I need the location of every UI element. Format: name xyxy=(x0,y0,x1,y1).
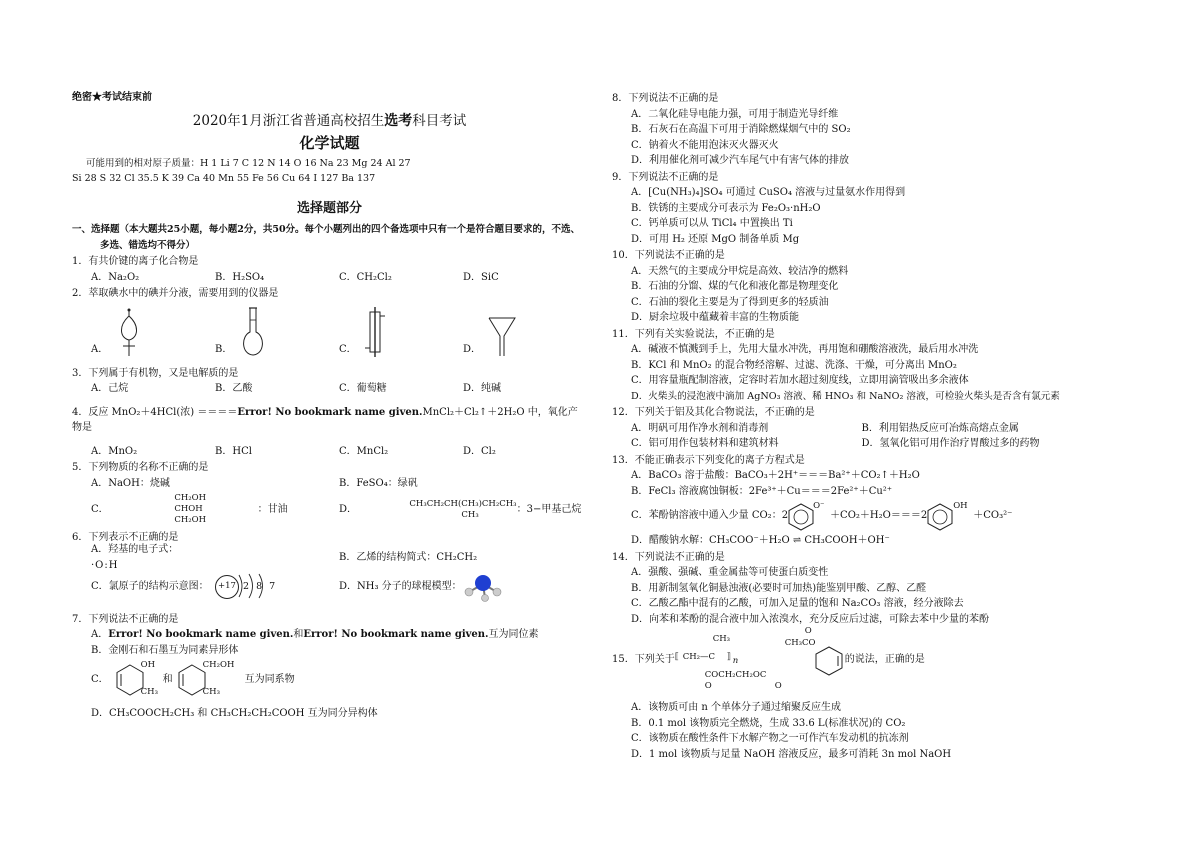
question-stem: 5．下列物质的名称不正确的是 xyxy=(72,462,209,473)
option-d: D．CH₃COOCH₂CH₃ 和 CH₃CH₂CH₂COOH 互为同分异构体 xyxy=(91,708,378,719)
phenoxide-structure: O⁻ xyxy=(788,501,830,531)
option-b: B．乙酸 xyxy=(215,383,253,394)
option-d: D．氢氧化铝可用作治疗胃酸过多的药物 xyxy=(861,438,1040,449)
option-c: C．钙单质可以从 TiCl₄ 中置换出 Ti xyxy=(631,218,793,229)
option-a: A．该物质可由 n 个单体分子通过缩聚反应生成 xyxy=(631,702,842,713)
electron-shells-icon xyxy=(235,572,271,600)
question-stem: 1．有共价键的离子化合物是 xyxy=(72,256,199,267)
options-ab xyxy=(612,421,1092,437)
option-d: D．厨余垃圾中蕴藏着丰富的生物质能 xyxy=(631,312,800,323)
glycerol-structure: CH₂OH CHOH CH₂OH xyxy=(174,493,207,525)
option-c: C．钠着火不能用泡沫灭火器灭火 xyxy=(631,139,779,151)
left-column xyxy=(72,90,587,722)
benzene-ring-icon xyxy=(788,503,814,531)
option-b: B． xyxy=(215,306,339,358)
option-d: D．醋酸钠水解：CH₃COO⁻＋H₂O ⇌ CH₃COOH＋OH⁻ xyxy=(631,535,890,546)
ball-and-stick-model-icon xyxy=(463,572,503,602)
option-d: D．利用催化剂可减少汽车尾气中有害气体的排放 xyxy=(631,155,850,166)
option-a: A．羟基的电子式： ·O:H xyxy=(91,544,179,571)
hexane-structure: CH₃CH₂CH(CH₃)CH₂CH₃ CH₃ xyxy=(409,498,517,520)
options-cd xyxy=(612,436,1092,452)
options-cd xyxy=(72,570,587,604)
question-stem: 12．下列关于铝及其化合物说法，不正确的是 xyxy=(612,407,815,418)
question-stem: 6．下列表示不正确的是 xyxy=(72,532,179,543)
option-d: D．Cl₂ xyxy=(463,445,496,457)
question-1 xyxy=(72,254,587,285)
option-a: A．[Cu(NH₃)₄]SO₄ 可通过 CuSO₄ 溶液与过量氨水作用得到 xyxy=(631,187,906,198)
option-c: C．该物质在酸性条件下水解产物之一可作汽车发动机的抗冻剂 xyxy=(631,733,909,744)
option-a: A． xyxy=(91,308,215,358)
question-stem: 2．萃取碘水中的碘并分液，需要用到的仪器是 xyxy=(72,288,279,299)
polymer-structure: CH₃ ⟦ CH₂—C ⟧ n COCH₂CH₂OC O O O CH₃CO xyxy=(675,628,845,692)
question-stem: 3．下列属于有机物，又是电解质的是 xyxy=(72,367,239,379)
option-b: B．0.1 mol 该物质完全燃烧，生成 33.6 L(标准状况)的 CO₂ xyxy=(631,717,906,729)
question-10 xyxy=(612,248,1092,326)
question-stem: 9．下列说法不正确的是 xyxy=(612,171,719,183)
question-stem: 7．下列说法不正确的是 xyxy=(72,613,179,625)
option-c: C． xyxy=(339,306,463,358)
option-c: C． OH CH₃ 和 CH₂OH CH₃ 互为同系物 xyxy=(72,658,587,702)
option-b: B．铁锈的主要成分可表示为 Fe₂O₃·nH₂O xyxy=(631,202,821,214)
options xyxy=(72,444,587,460)
option-d: D．SiC xyxy=(463,271,499,283)
subject-title: 化学试题 xyxy=(299,134,360,152)
apparatus-options xyxy=(72,302,587,358)
option-c: C．氯原子的结构示意图： +17 2 8 7 xyxy=(91,575,339,599)
section-instructions: 一、选择题（本大题共25小题，每小题2分，共50分。每个小题列出的四个备选项中只有一个是符合题目要求的，不选、多选、错选均不得分） xyxy=(72,224,581,251)
options-ab xyxy=(72,546,587,570)
option-b: B．KCl 和 MnO₂ 的混合物经溶解、过滤、洗涤、干燥，可分离出 MnO₂ xyxy=(631,359,957,371)
option-a: A．己烷 xyxy=(91,383,129,394)
option-b: B．石油的分馏、煤的气化和液化都是物理变化 xyxy=(631,281,839,292)
question-14 xyxy=(612,550,1092,628)
question-8 xyxy=(612,91,1092,169)
right-column xyxy=(612,90,1092,762)
option-a: A．MnO₂ xyxy=(91,445,138,457)
methylbenzyl-alcohol-structure: CH₂OH CH₃ xyxy=(177,660,239,700)
option-c: C． CH₂OH CHOH CH₂OH ：甘油 xyxy=(91,493,288,525)
exam-title: 2020年1月浙江省普通高校招生选考科目考试 xyxy=(192,112,467,129)
option-a: A．NaOH：烧碱 xyxy=(91,477,170,489)
option-b: B．HCl xyxy=(215,445,252,457)
atomic-masses-line-2: Si 28 S 32 Cl 35.5 K 39 Ca 40 Mn 55 Fe 56 Cu 64 I 127 Ba 137 xyxy=(72,173,376,184)
options-ab xyxy=(72,476,587,492)
question-stem: 8．下列说法不正确的是 xyxy=(612,93,719,104)
option-a: A．BaCO₃ 溶于盐酸：BaCO₃＋2H⁺＝＝＝Ba²⁺＋CO₂↑＋H₂O xyxy=(631,470,920,481)
question-13 xyxy=(612,453,1092,549)
question-stem: 4．反应 MnO₂＋4HCl(浓) ＝＝＝＝Error! No bookmark name given.MnCl₂＋Cl₂↑＋2H₂O 中，氧化产物是 xyxy=(72,406,578,433)
option-d: D．NH₃ 分子的球棍模型： xyxy=(339,572,587,602)
question-5 xyxy=(72,460,587,526)
option-d: D．火柴头的浸泡液中滴加 AgNO₃ 溶液、稀 HNO₃ 和 NaNO₂ 溶液，可检验火柴头是否含有氯元素 xyxy=(631,390,1060,402)
option-c: C．MnCl₂ xyxy=(339,445,389,457)
option-a: A．天然气的主要成分甲烷是高效、较洁净的燃料 xyxy=(631,265,849,277)
question-7 xyxy=(72,612,587,722)
option-c: C．CH₂Cl₂ xyxy=(339,271,392,283)
option-c: C．乙酸乙酯中混有的乙酸，可加入足量的饱和 Na₂CO₃ 溶液，经分液除去 xyxy=(631,598,964,609)
question-15 xyxy=(612,628,1092,762)
option-c: C．苯酚钠溶液中通入少量 CO₂：2 O⁻ ＋CO₂＋H₂O＝＝＝2 OH ＋CO₃²⁻ xyxy=(612,499,1092,533)
question-stem: 14．下列说法不正确的是 xyxy=(612,551,725,563)
option-a: A．Na₂O₂ xyxy=(91,271,140,283)
option-d: D． xyxy=(463,314,587,358)
question-12 xyxy=(612,405,1092,452)
benzene-ring-icon xyxy=(815,646,843,676)
option-d: D． CH₃CH₂CH(CH₃)CH₂CH₃ CH₃ ：3−甲基己烷 xyxy=(339,498,582,520)
option-b: B．FeCl₃ 溶液腐蚀铜板：2Fe³⁺＋Cu＝＝＝2Fe²⁺＋Cu²⁺ xyxy=(631,485,893,497)
volumetric-flask-icon xyxy=(238,306,268,358)
option-a: A．强酸、强碱、重金属盐等可使蛋白质变性 xyxy=(631,567,829,578)
phenol-structure: OH xyxy=(927,501,973,531)
question-6 xyxy=(72,530,587,604)
option-a: A．Error! No bookmark name given.和Error! No bookmark name given.互为同位素 xyxy=(91,629,539,640)
option-a: A．二氧化硅导电能力强，可用于制造光导纤维 xyxy=(631,108,839,120)
option-b: B．乙烯的结构简式：CH₂CH₂ xyxy=(339,551,478,563)
option-c: C．葡萄糖 xyxy=(339,383,387,394)
secret-mark: 绝密★考试结束前 xyxy=(72,92,152,103)
o-cresol-structure: OH CH₃ xyxy=(115,660,159,700)
option-b: B．FeSO₄：绿矾 xyxy=(339,477,418,489)
option-d: D．纯碱 xyxy=(463,383,502,394)
benzene-ring-icon xyxy=(927,503,953,531)
funnel-icon xyxy=(487,314,517,358)
option-a: A．碱液不慎溅到手上，先用大量水冲洗，再用饱和硼酸溶液洗，最后用水冲洗 xyxy=(631,344,979,355)
separatory-funnel-icon xyxy=(114,308,144,358)
question-4 xyxy=(72,405,587,460)
condenser-icon xyxy=(363,306,387,358)
options-cd xyxy=(72,493,587,526)
question-stem: 15．下列关于 CH₃ ⟦ CH₂—C ⟧ n COCH₂CH₂OC O O O CH₃CO 的说法，正确的是 xyxy=(612,626,925,691)
option-b: B．H₂SO₄ xyxy=(215,271,265,283)
option-b: B．利用铝热反应可冶炼高熔点金属 xyxy=(861,422,1019,434)
question-stem: 11．下列有关实验说法，不正确的是 xyxy=(612,328,775,340)
option-b: B．用新制氢氧化铜悬浊液(必要时可加热)能鉴别甲酸、乙醇、乙醛 xyxy=(631,582,927,594)
question-2 xyxy=(72,286,587,358)
option-c: C．石油的裂化主要是为了得到更多的轻质油 xyxy=(631,296,829,308)
question-stem: 10．下列说法不正确的是 xyxy=(612,250,725,261)
option-c: C．用容量瓶配制溶液，定容时若加水超过刻度线，立即用滴管吸出多余液体 xyxy=(631,375,969,386)
question-9 xyxy=(612,170,1092,248)
options xyxy=(72,270,587,286)
question-11 xyxy=(612,327,1092,405)
option-b: B．石灰石在高温下可用于消除燃煤烟气中的 SO₂ xyxy=(631,124,851,135)
option-d: D．向苯和苯酚的混合液中加入浓溴水，充分反应后过滤，可除去苯中少量的苯酚 xyxy=(631,613,990,625)
option-d: D．1 mol 该物质与足量 NaOH 溶液反应，最多可消耗 3n mol NaOH xyxy=(631,748,952,760)
section-title: 选择题部分 xyxy=(296,200,362,216)
chlorine-atom-diagram: +17 2 8 7 xyxy=(215,575,339,599)
option-b: B．金刚石和石墨互为同素异形体 xyxy=(91,644,239,656)
option-a: A．明矾可用作净水剂和消毒剂 xyxy=(631,422,769,434)
question-stem: 13．不能正确表示下列变化的离子方程式是 xyxy=(612,454,805,466)
option-d: D．可用 H₂ 还原 MgO 制备单质 Mg xyxy=(631,233,800,245)
options xyxy=(72,381,587,397)
question-3 xyxy=(72,366,587,397)
option-c: C．铝可用作包装材料和建筑材料 xyxy=(631,438,779,449)
atomic-masses-line-1: 可能用到的相对原子质量：H 1 Li 7 C 12 N 14 O 16 Na 23 Mg 24 Al 27 xyxy=(86,157,411,169)
